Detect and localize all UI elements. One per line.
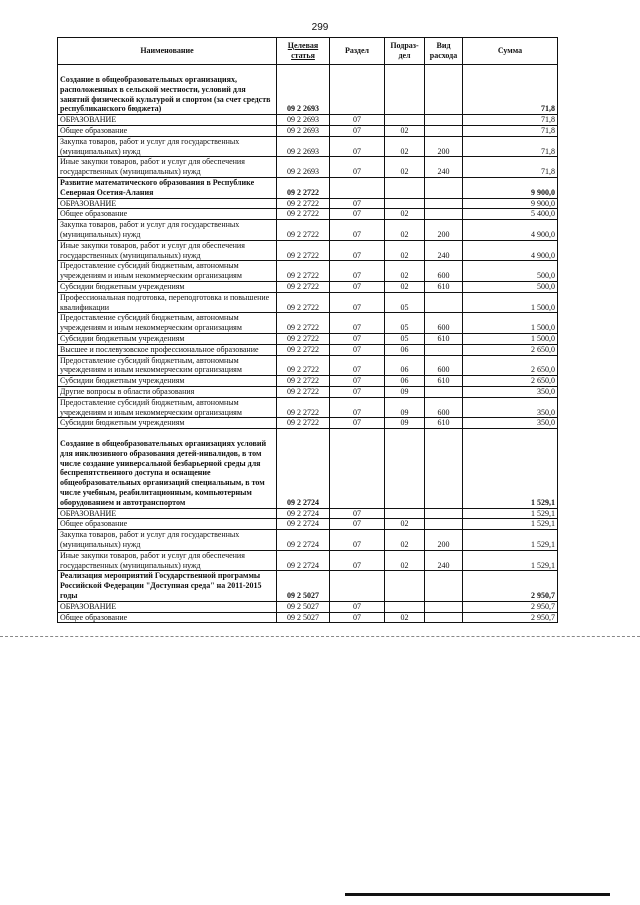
- cell-section: 07: [330, 209, 385, 220]
- table-row: [58, 530, 558, 551]
- cell-sum: 1 529,1: [463, 530, 558, 551]
- table-row: [58, 508, 558, 519]
- cell-expense-type: [425, 519, 463, 530]
- cell-sum: 2 650,0: [463, 355, 558, 376]
- cell-expense-type: [425, 65, 463, 115]
- cell-expense-type: 610: [425, 376, 463, 387]
- cell-name: Предоставление субсидий бюджетным, автономным учреждениям и иным некоммерческим организациям: [58, 397, 277, 418]
- cell-sum: 4 900,0: [463, 220, 558, 241]
- cell-expense-type: 240: [425, 157, 463, 178]
- cell-section: 07: [330, 333, 385, 344]
- table-row: [58, 209, 558, 220]
- table-row: [58, 344, 558, 355]
- cell-sum: 1 500,0: [463, 333, 558, 344]
- cell-sum: 1 529,1: [463, 429, 558, 509]
- cell-name: Предоставление субсидий бюджетным, автономным учреждениям и иным некоммерческим организациям: [58, 355, 277, 376]
- cell-name: Развитие математического образования в Республике Северная Осетия-Алания: [58, 177, 277, 198]
- cell-section: 07: [330, 519, 385, 530]
- cell-sum: 4 900,0: [463, 240, 558, 261]
- table-row: [58, 115, 558, 126]
- table-row: [58, 177, 558, 198]
- cell-subsection: 02: [385, 550, 425, 571]
- cell-section: [330, 429, 385, 509]
- header-subsection: Подраз- дел: [385, 38, 425, 65]
- table-row: [58, 281, 558, 292]
- cell-sum: 9 900,0: [463, 198, 558, 209]
- table-row: [58, 125, 558, 136]
- cell-subsection: [385, 177, 425, 198]
- cell-name: Создание в общеобразовательных организациях условий для инклюзивного образования детей-инвалидов, в том числе создание универсальной безбарьерной среды для беспрепятственного доступа и оснащение общеобразовательных организаций специальным, в том числе учебным, реабилитационным, компьютерным оборудованием и автотранспортом: [58, 429, 277, 509]
- cell-expense-type: [425, 177, 463, 198]
- cell-section: 07: [330, 612, 385, 623]
- table-row: [58, 261, 558, 282]
- budget-table: [57, 37, 558, 623]
- cell-subsection: 02: [385, 281, 425, 292]
- cell-name: Закупка товаров, работ и услуг для государственных (муниципальных) нужд: [58, 530, 277, 551]
- cell-code: 09 2 2724: [277, 429, 330, 509]
- cell-name: Субсидии бюджетным учреждениям: [58, 418, 277, 429]
- cell-expense-type: 600: [425, 355, 463, 376]
- cell-expense-type: 200: [425, 530, 463, 551]
- cell-code: 09 2 2724: [277, 530, 330, 551]
- cell-expense-type: 240: [425, 550, 463, 571]
- table-row: [58, 571, 558, 601]
- table-row: [58, 333, 558, 344]
- cell-section: 07: [330, 313, 385, 334]
- cell-code: 09 2 2693: [277, 115, 330, 126]
- cell-expense-type: [425, 198, 463, 209]
- cell-sum: 2 950,7: [463, 571, 558, 601]
- cell-expense-type: [425, 209, 463, 220]
- cell-name: ОБРАЗОВАНИЕ: [58, 198, 277, 209]
- cell-section: 07: [330, 136, 385, 157]
- cell-code: 09 2 2722: [277, 198, 330, 209]
- cell-sum: 71,8: [463, 65, 558, 115]
- cell-section: 07: [330, 261, 385, 282]
- cell-section: 07: [330, 240, 385, 261]
- cell-name: Субсидии бюджетным учреждениям: [58, 376, 277, 387]
- cell-expense-type: [425, 292, 463, 313]
- table-row: [58, 136, 558, 157]
- cell-code: 09 2 5027: [277, 571, 330, 601]
- cell-expense-type: 610: [425, 418, 463, 429]
- table-row: [58, 386, 558, 397]
- cell-subsection: [385, 601, 425, 612]
- table-row: [58, 313, 558, 334]
- cell-name: ОБРАЗОВАНИЕ: [58, 601, 277, 612]
- cell-code: 09 2 5027: [277, 601, 330, 612]
- cell-sum: 1 529,1: [463, 508, 558, 519]
- cell-sum: 350,0: [463, 386, 558, 397]
- cell-name: Субсидии бюджетным учреждениям: [58, 333, 277, 344]
- cell-expense-type: 600: [425, 313, 463, 334]
- cell-sum: 1 529,1: [463, 550, 558, 571]
- cell-section: 07: [330, 418, 385, 429]
- cell-name: Закупка товаров, работ и услуг для государственных (муниципальных) нужд: [58, 136, 277, 157]
- cell-name: Профессиональная подготовка, переподготовка и повышение квалификации: [58, 292, 277, 313]
- table-row: [58, 65, 558, 115]
- cell-expense-type: [425, 386, 463, 397]
- cell-code: 09 2 2722: [277, 220, 330, 241]
- cell-expense-type: [425, 601, 463, 612]
- cell-sum: 1 500,0: [463, 292, 558, 313]
- cell-expense-type: 200: [425, 136, 463, 157]
- cell-subsection: [385, 65, 425, 115]
- cell-section: 07: [330, 344, 385, 355]
- cell-name: Реализация мероприятий Государственной программы Российской Федерации "Доступная среда" на 2011-2015 годы: [58, 571, 277, 601]
- cell-name: Создание в общеобразовательных организациях, расположенных в сельской местности, условий для занятий физической культурой и спортом (за счет средств республиканского бюджета): [58, 65, 277, 115]
- cell-section: 07: [330, 220, 385, 241]
- table-row: [58, 397, 558, 418]
- header-sum: Сумма: [463, 38, 558, 65]
- header-code-label: Целевая статья: [287, 41, 319, 60]
- cell-code: 09 2 2722: [277, 386, 330, 397]
- cell-name: Иные закупки товаров, работ и услуг для обеспечения государственных (муниципальных) нужд: [58, 550, 277, 571]
- cell-name: Предоставление субсидий бюджетным, автономным учреждениям и иным некоммерческим организациям: [58, 261, 277, 282]
- cell-subsection: 05: [385, 313, 425, 334]
- cell-section: 07: [330, 550, 385, 571]
- cell-sum: 2 950,7: [463, 612, 558, 623]
- cell-name: Высшее и послевузовское профессиональное образование: [58, 344, 277, 355]
- cell-code: 09 2 2693: [277, 136, 330, 157]
- cell-code: 09 2 2722: [277, 281, 330, 292]
- cell-section: 07: [330, 386, 385, 397]
- cell-section: [330, 571, 385, 601]
- cell-code: 09 2 2693: [277, 125, 330, 136]
- cell-code: 09 2 2722: [277, 261, 330, 282]
- table-row: [58, 220, 558, 241]
- cell-subsection: 09: [385, 418, 425, 429]
- cell-code: 09 2 2722: [277, 313, 330, 334]
- cell-name: Предоставление субсидий бюджетным, автономным учреждениям и иным некоммерческим организациям: [58, 313, 277, 334]
- cell-subsection: 02: [385, 612, 425, 623]
- cell-section: 07: [330, 376, 385, 387]
- cell-code: 09 2 2722: [277, 333, 330, 344]
- cell-sum: 1 500,0: [463, 313, 558, 334]
- cell-sum: 71,8: [463, 115, 558, 126]
- table-row: [58, 519, 558, 530]
- cell-subsection: 02: [385, 519, 425, 530]
- cell-code: 09 2 2722: [277, 209, 330, 220]
- header-name: Наименование: [58, 38, 277, 65]
- cell-sum: 2 950,7: [463, 601, 558, 612]
- cell-sum: 9 900,0: [463, 177, 558, 198]
- cell-code: 09 2 2693: [277, 157, 330, 178]
- table-row: [58, 550, 558, 571]
- table-row: [58, 429, 558, 509]
- cell-expense-type: [425, 429, 463, 509]
- cell-expense-type: [425, 125, 463, 136]
- cell-name: Другие вопросы в области образования: [58, 386, 277, 397]
- cell-expense-type: [425, 612, 463, 623]
- cell-subsection: [385, 429, 425, 509]
- cell-section: 07: [330, 397, 385, 418]
- cell-subsection: 06: [385, 376, 425, 387]
- cell-section: 07: [330, 281, 385, 292]
- cell-subsection: 02: [385, 530, 425, 551]
- table-row: [58, 418, 558, 429]
- cell-sum: 350,0: [463, 418, 558, 429]
- cell-sum: 1 529,1: [463, 519, 558, 530]
- cell-expense-type: [425, 508, 463, 519]
- cell-subsection: 05: [385, 333, 425, 344]
- cell-section: 07: [330, 355, 385, 376]
- cell-sum: 350,0: [463, 397, 558, 418]
- header-section: Раздел: [330, 38, 385, 65]
- table-row: [58, 601, 558, 612]
- table-body: [58, 65, 558, 623]
- cell-subsection: 06: [385, 355, 425, 376]
- cell-name: Иные закупки товаров, работ и услуг для обеспечения государственных (муниципальных) нужд: [58, 157, 277, 178]
- cell-code: 09 2 5027: [277, 612, 330, 623]
- cell-sum: 2 650,0: [463, 376, 558, 387]
- cell-subsection: [385, 198, 425, 209]
- cell-expense-type: [425, 344, 463, 355]
- cell-section: 07: [330, 530, 385, 551]
- cell-code: 09 2 2724: [277, 519, 330, 530]
- cell-name: ОБРАЗОВАНИЕ: [58, 508, 277, 519]
- cell-name: Субсидии бюджетным учреждениям: [58, 281, 277, 292]
- cell-sum: 71,8: [463, 136, 558, 157]
- footer-rule: [345, 893, 610, 896]
- cell-section: 07: [330, 115, 385, 126]
- cell-subsection: 02: [385, 136, 425, 157]
- header-expense-type: Вид расхода: [425, 38, 463, 65]
- cell-subsection: [385, 115, 425, 126]
- cell-subsection: 02: [385, 240, 425, 261]
- cell-subsection: [385, 571, 425, 601]
- cell-name: Общее образование: [58, 519, 277, 530]
- cell-subsection: 02: [385, 220, 425, 241]
- cell-name: Общее образование: [58, 209, 277, 220]
- header-code: [277, 38, 330, 65]
- cell-expense-type: 610: [425, 281, 463, 292]
- cell-section: 07: [330, 125, 385, 136]
- cell-sum: 71,8: [463, 125, 558, 136]
- cell-code: 09 2 2722: [277, 418, 330, 429]
- cell-subsection: 02: [385, 209, 425, 220]
- cell-code: 09 2 2724: [277, 550, 330, 571]
- cell-section: 07: [330, 601, 385, 612]
- cell-subsection: 06: [385, 344, 425, 355]
- cell-expense-type: 200: [425, 220, 463, 241]
- page-number: 299: [311, 22, 329, 33]
- cell-expense-type: [425, 571, 463, 601]
- table-row: [58, 355, 558, 376]
- scan-divider-line: [0, 636, 640, 637]
- cell-sum: 5 400,0: [463, 209, 558, 220]
- cell-subsection: 09: [385, 386, 425, 397]
- cell-name: Закупка товаров, работ и услуг для государственных (муниципальных) нужд: [58, 220, 277, 241]
- table-row: [58, 240, 558, 261]
- cell-section: [330, 177, 385, 198]
- cell-section: [330, 65, 385, 115]
- cell-expense-type: 600: [425, 397, 463, 418]
- cell-code: 09 2 2722: [277, 240, 330, 261]
- cell-section: 07: [330, 157, 385, 178]
- cell-expense-type: [425, 115, 463, 126]
- cell-code: 09 2 2722: [277, 397, 330, 418]
- cell-sum: 500,0: [463, 281, 558, 292]
- cell-sum: 71,8: [463, 157, 558, 178]
- table-header-row: [58, 38, 558, 65]
- table-row: [58, 376, 558, 387]
- cell-subsection: 09: [385, 397, 425, 418]
- table-row: [58, 292, 558, 313]
- cell-subsection: [385, 508, 425, 519]
- cell-code: 09 2 2722: [277, 292, 330, 313]
- cell-subsection: 02: [385, 157, 425, 178]
- cell-section: 07: [330, 292, 385, 313]
- cell-name: ОБРАЗОВАНИЕ: [58, 115, 277, 126]
- cell-section: 07: [330, 198, 385, 209]
- cell-name: Общее образование: [58, 125, 277, 136]
- cell-name: Иные закупки товаров, работ и услуг для обеспечения государственных (муниципальных) нужд: [58, 240, 277, 261]
- cell-code: 09 2 2724: [277, 508, 330, 519]
- cell-subsection: 02: [385, 261, 425, 282]
- cell-subsection: 05: [385, 292, 425, 313]
- cell-sum: 2 650,0: [463, 344, 558, 355]
- cell-name: Общее образование: [58, 612, 277, 623]
- cell-code: 09 2 2722: [277, 355, 330, 376]
- cell-expense-type: 240: [425, 240, 463, 261]
- cell-code: 09 2 2722: [277, 177, 330, 198]
- cell-code: 09 2 2722: [277, 376, 330, 387]
- cell-expense-type: 600: [425, 261, 463, 282]
- cell-sum: 500,0: [463, 261, 558, 282]
- table-row: [58, 612, 558, 623]
- table-row: [58, 198, 558, 209]
- cell-code: 09 2 2722: [277, 344, 330, 355]
- cell-expense-type: 610: [425, 333, 463, 344]
- cell-section: 07: [330, 508, 385, 519]
- cell-subsection: 02: [385, 125, 425, 136]
- table-row: [58, 157, 558, 178]
- cell-code: 09 2 2693: [277, 65, 330, 115]
